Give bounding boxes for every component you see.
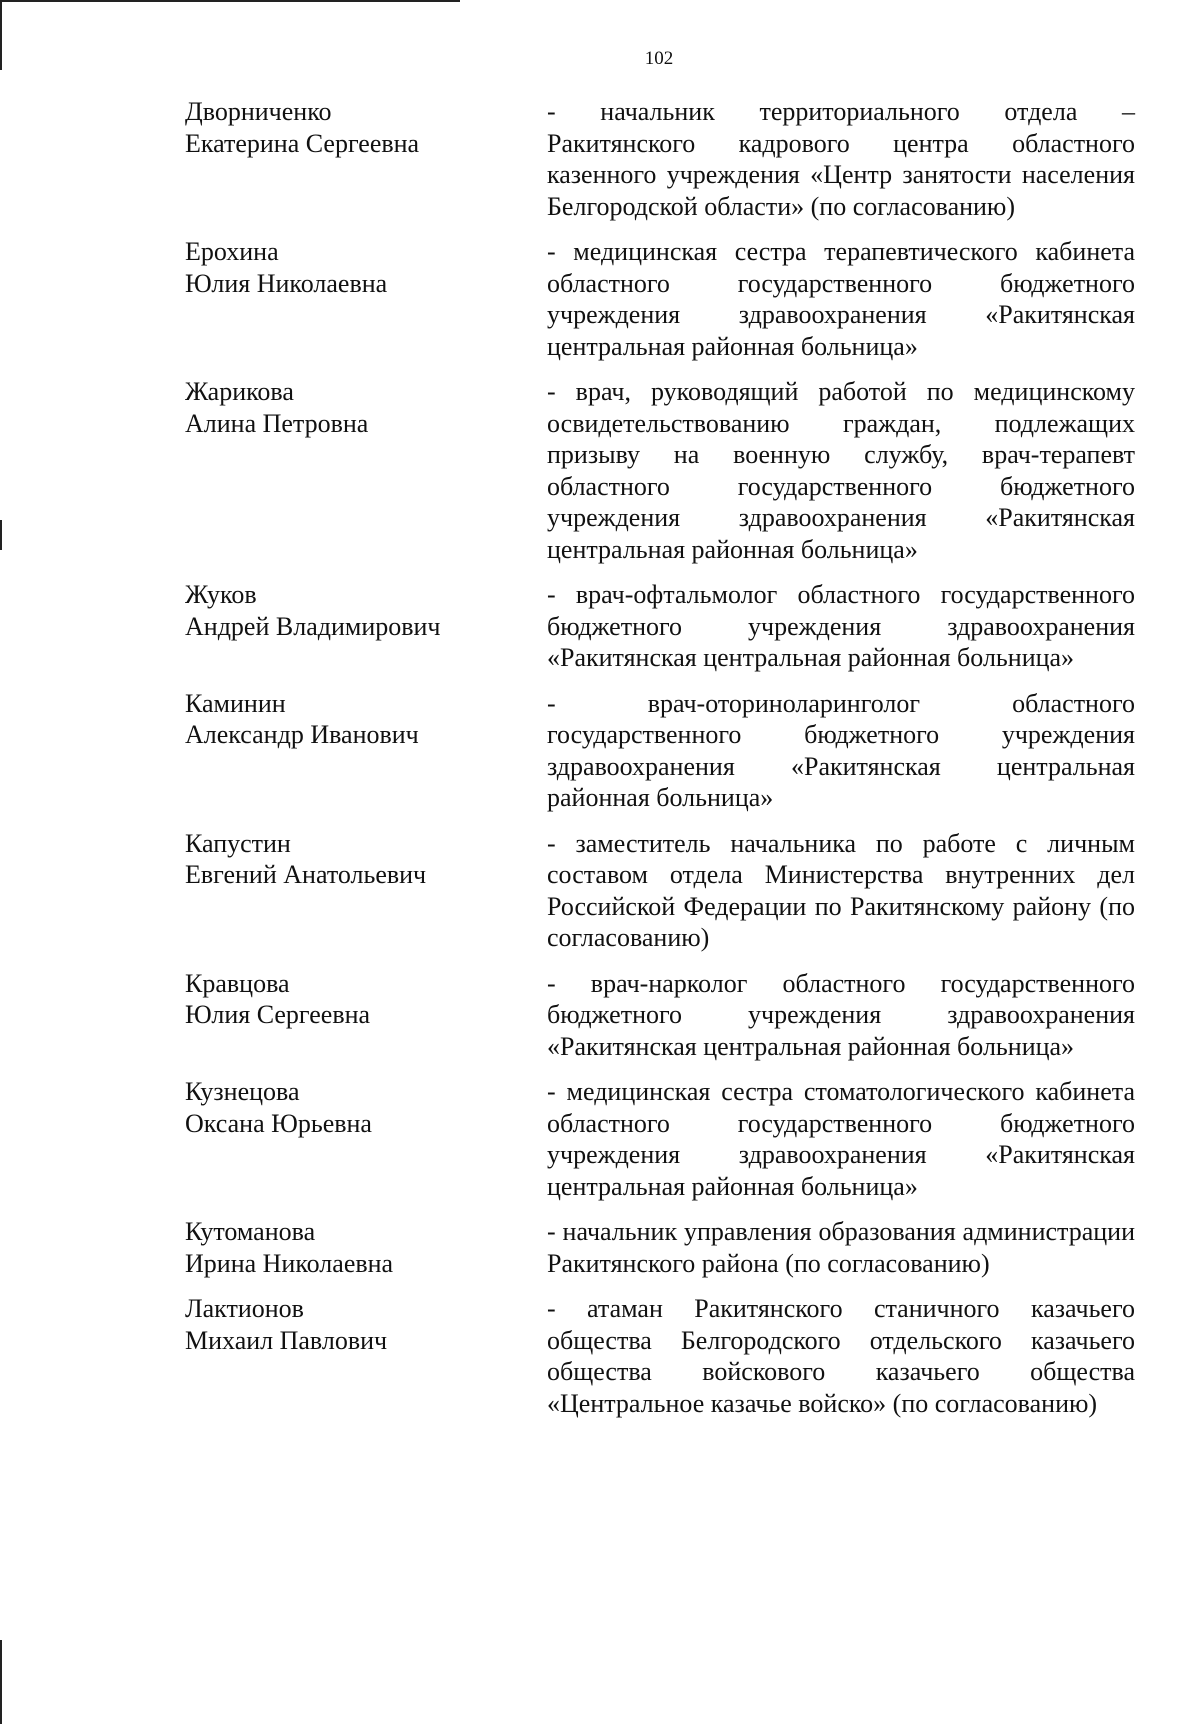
member-role: - врач-офтальмолог областного государственного бюджетного учреждения здравоохранения «Ракитянская центральная районная больница» (547, 580, 1135, 672)
member-role: - начальник территориального отдела – Ракитянского кадрового центра областного казенного учреждения «Центр занятости населения Белгородской области» (по согласованию) (547, 97, 1135, 221)
scan-edge-line (0, 0, 460, 2)
member-name (185, 968, 547, 1063)
member-name (185, 579, 547, 674)
member-surname: Кравцова (185, 968, 290, 998)
member-surname: Каминин (185, 688, 286, 718)
member-name (185, 828, 547, 954)
member-name (185, 236, 547, 362)
member-entry (185, 1076, 1135, 1202)
member-given-names: Оксана Юрьевна (185, 1108, 372, 1138)
member-entry (185, 688, 1135, 814)
member-entry (185, 376, 1135, 565)
member-role: - медицинская сестра терапевтического кабинета областного государственного бюджетного учреждения здравоохранения «Ракитянская центральная районная больница» (547, 237, 1135, 361)
member-given-names: Юлия Николаевна (185, 268, 388, 298)
member-given-names: Михаил Павлович (185, 1325, 388, 1355)
committee-member-list (185, 96, 1135, 1433)
member-surname: Дворниченко (185, 97, 332, 126)
scan-edge-line (0, 520, 2, 550)
member-name (185, 1076, 547, 1202)
member-name (185, 376, 547, 565)
member-given-names: Ирина Николаевна (185, 1248, 394, 1278)
member-surname: Жарикова (185, 377, 294, 406)
member-entry (185, 236, 1135, 362)
member-given-names: Юлия Сергеевна (185, 1000, 371, 1029)
member-entry (185, 968, 1135, 1063)
member-role: - заместитель начальника по работе с личным составом отдела Министерства внутренних дел Российской Федерации по Ракитянскому району (по согласованию) (547, 828, 1135, 952)
member-role: - врач-оториноларинголог областного государственного бюджетного учреждения здравоохранения «Ракитянская центральная районная больница» (547, 688, 1135, 812)
member-role: - начальник управления образования администрации Ракитянского района (по согласованию) (547, 1217, 1135, 1278)
member-role: - медицинская сестра стоматологического кабинета областного государственного бюджетного учреждения здравоохранения «Ракитянская центральная районная больница» (547, 1077, 1135, 1201)
scan-edge-line (0, 1640, 2, 1724)
member-given-names: Евгений Анатольевич (185, 860, 427, 889)
member-given-names: Екатерина Сергеевна (185, 128, 420, 158)
member-entry (185, 1216, 1135, 1279)
member-given-names: Александр Иванович (185, 720, 419, 749)
member-surname: Ерохина (185, 237, 279, 266)
member-surname: Лактионов (185, 1294, 304, 1323)
member-name (185, 1216, 547, 1279)
member-role: - атаман Ракитянского станичного казачьего общества Белгородского отдельского казачьего общества войскового казачьего общества «Центральное казачье войско» (по согласованию) (547, 1294, 1135, 1418)
member-entry (185, 579, 1135, 674)
member-given-names: Андрей Владимирович (185, 611, 441, 641)
member-surname: Капустин (185, 828, 291, 858)
member-entry (185, 828, 1135, 954)
member-entry (185, 96, 1135, 222)
member-role: - врач-нарколог областного государственного бюджетного учреждения здравоохранения «Ракитянская центральная районная больница» (547, 968, 1135, 1061)
member-given-names: Алина Петровна (185, 408, 369, 438)
member-name (185, 96, 547, 222)
member-surname: Кутоманова (185, 1217, 316, 1246)
page-number: 102 (644, 48, 674, 69)
member-surname: Жуков (185, 580, 257, 609)
member-surname: Кузнецова (185, 1077, 300, 1106)
member-entry (185, 1293, 1135, 1419)
member-name (185, 1293, 547, 1419)
member-role: - врач, руководящий работой по медицинскому освидетельствованию граждан, подлежащих призыву на военную службу, врач-терапевт областного государственного бюджетного учреждения здравоохранения «Ракитянская центральная районная больница» (547, 377, 1135, 564)
member-name (185, 688, 547, 814)
